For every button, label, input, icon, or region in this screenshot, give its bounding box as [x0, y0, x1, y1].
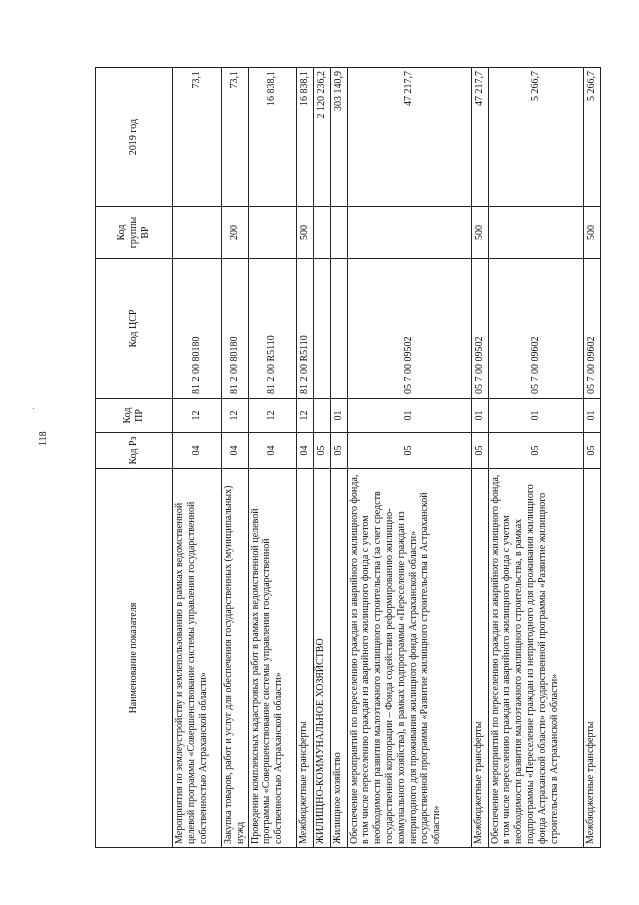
row-rz: 05	[488, 433, 583, 469]
rotated-table-wrapper	[95, 68, 597, 848]
table-row	[222, 68, 249, 848]
row-csr: 05 7 00 09502	[471, 259, 488, 399]
row-name: Мероприятия по землеустройству и землепользованию в рамках ведомственной целевой программы «Совершенствование системы управления государственной собственностью Астраханской области»	[173, 469, 222, 848]
scan-speck	[33, 408, 34, 409]
row-vr	[173, 207, 222, 259]
row-name: Межбюджетные трансферты	[583, 469, 600, 848]
row-pr: 01	[330, 399, 347, 433]
row-value: 73,1	[173, 68, 222, 207]
row-pr: 12	[296, 399, 313, 433]
row-rz: 05	[313, 433, 330, 469]
table-row	[173, 68, 222, 848]
row-rz: 05	[583, 433, 600, 469]
row-name: Проведение комплексных кадастровых работ в рамках ведомственной целевой программы «Совершенствование системы управления государственной собственностью Астраханской области»	[248, 469, 296, 848]
header-vr: Код группы ВР	[96, 207, 173, 259]
row-vr	[248, 207, 296, 259]
row-value: 2 120 236,2	[313, 68, 330, 207]
row-rz: 04	[248, 433, 296, 469]
row-vr	[330, 207, 347, 259]
header-rz: Код Рз	[96, 433, 173, 469]
header-row	[96, 68, 173, 848]
row-name: Межбюджетные трансферты	[296, 469, 313, 848]
header-csr: Код ЦСР	[96, 259, 173, 399]
header-year: 2019 год	[96, 68, 173, 207]
row-csr: 81 2 00 R5110	[296, 259, 313, 399]
table-row	[330, 68, 347, 848]
row-value: 5 266,7	[583, 68, 600, 207]
table-row	[347, 68, 471, 848]
table-row	[471, 68, 488, 848]
row-vr: 500	[583, 207, 600, 259]
row-pr: 01	[347, 399, 471, 433]
row-name: ЖИЛИЩНО-КОММУНАЛЬНОЕ ХОЗЯЙСТВО	[313, 469, 330, 848]
row-name: Обеспечение мероприятий по переселению граждан из аварийного жилищного фонда, в том числе переселению граждан из аварийного жилищного фонда с учетом необходимости развития малоэтажного жилищного строительства, в рамках подпрограммы «Переселение граждан из непригодного для проживания жилищного фонда Астраханской области» государственной программы «Развитие жилищного строительства в Астраханской области»	[488, 469, 583, 848]
header-name: Наименование показателя	[96, 469, 173, 848]
row-name: Обеспечение мероприятий по переселению граждан из аварийного жилищного фонда, в том числе переселению граждан из аварийного жилищного фонда с учетом необходимости развития малоэтажного жилищного строительства (за счет средств государственной корпорации – Фонда содействия реформированию жилищно-коммунального хозяйства), в рамках подпрограммы «Переселение граждан из непригодного для проживания жилищного фонда Астраханской области» государственной программы «Развитие жилищного строительства в Астраханской области»	[347, 469, 471, 848]
row-vr	[313, 207, 330, 259]
row-value: 47 217,7	[347, 68, 471, 207]
row-pr: 12	[248, 399, 296, 433]
row-csr: 81 2 00 80180	[222, 259, 249, 399]
budget-table	[95, 67, 601, 848]
row-rz: 04	[222, 433, 249, 469]
row-pr: 01	[471, 399, 488, 433]
row-name: Закупка товаров, работ и услуг для обеспечения государственных (муниципальных) нужд	[222, 469, 249, 848]
table-row	[488, 68, 583, 848]
row-csr: 81 2 00 80180	[173, 259, 222, 399]
row-value: 16 838,1	[248, 68, 296, 207]
row-rz: 05	[347, 433, 471, 469]
row-pr: 12	[173, 399, 222, 433]
row-value: 16 838,1	[296, 68, 313, 207]
row-csr	[330, 259, 347, 399]
row-value: 303 140,9	[330, 68, 347, 207]
row-pr: 12	[222, 399, 249, 433]
page-number: 118	[38, 431, 49, 446]
table-row	[583, 68, 600, 848]
row-pr: 01	[488, 399, 583, 433]
table-row	[313, 68, 330, 848]
row-csr: 05 7 00 09502	[347, 259, 471, 399]
row-vr: 500	[296, 207, 313, 259]
table-row	[248, 68, 296, 848]
row-rz: 04	[296, 433, 313, 469]
header-pr: Код ПР	[96, 399, 173, 433]
table-row	[296, 68, 313, 848]
row-vr	[347, 207, 471, 259]
row-vr	[488, 207, 583, 259]
row-pr: 01	[583, 399, 600, 433]
row-name: Межбюджетные трансферты	[471, 469, 488, 848]
row-rz: 04	[173, 433, 222, 469]
row-csr: 05 7 00 09602	[488, 259, 583, 399]
row-value: 73,1	[222, 68, 249, 207]
row-rz: 05	[471, 433, 488, 469]
row-csr: 81 2 00 R5110	[248, 259, 296, 399]
row-value: 5 266,7	[488, 68, 583, 207]
row-csr	[313, 259, 330, 399]
row-csr: 05 7 00 09602	[583, 259, 600, 399]
row-value: 47 217,7	[471, 68, 488, 207]
row-vr: 500	[471, 207, 488, 259]
row-rz: 05	[330, 433, 347, 469]
row-name: Жилищное хозяйство	[330, 469, 347, 848]
row-pr	[313, 399, 330, 433]
row-vr: 200	[222, 207, 249, 259]
